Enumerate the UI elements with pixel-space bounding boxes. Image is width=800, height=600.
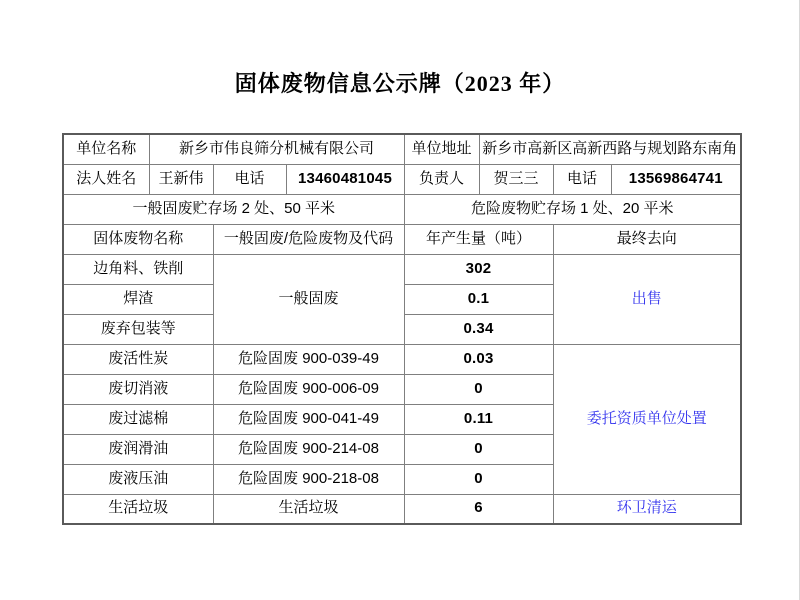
page-title: 固体废物信息公示牌（2023 年）: [234, 71, 566, 96]
waste-amount-cell: 0: [404, 434, 553, 464]
table-header-row: [63, 224, 741, 254]
waste-name-cell: 废过滤棉: [63, 404, 213, 434]
unit-address-value: 新乡市高新区高新西路与规划路东南角: [479, 134, 741, 164]
waste-category-cell: 一般固废: [213, 254, 404, 344]
waste-amount-cell: 0.11: [404, 404, 553, 434]
waste-amount-cell: 0.34: [404, 314, 553, 344]
waste-name-cell: 焊渣: [63, 284, 213, 314]
waste-name-cell: 废切消液: [63, 374, 213, 404]
waste-name-cell: 废弃包装等: [63, 314, 213, 344]
waste-amount-cell: 302: [404, 254, 553, 284]
header-waste-name: 固体废物名称: [63, 224, 213, 254]
waste-name-cell: 边角料、铁削: [63, 254, 213, 284]
table-row: [63, 194, 741, 224]
waste-amount-cell: 0: [404, 464, 553, 494]
phone-label-2: 电话: [553, 164, 611, 194]
header-destination: 最终去向: [553, 224, 741, 254]
unit-name-value: 新乡市伟良筛分机械有限公司: [149, 134, 404, 164]
legal-person-value: 王新伟: [149, 164, 213, 194]
table-row: [63, 164, 741, 194]
waste-name-cell: 废活性炭: [63, 344, 213, 374]
waste-name-cell: 废液压油: [63, 464, 213, 494]
waste-amount-cell: 0: [404, 374, 553, 404]
manager-label: 负责人: [404, 164, 479, 194]
waste-destination-cell: 出售: [553, 254, 741, 344]
phone-value-1: 13460481045: [286, 164, 404, 194]
waste-destination-cell: 委托资质单位处置: [553, 344, 741, 494]
waste-category-cell: 危险固废 900-039-49: [213, 344, 404, 374]
header-annual-amount: 年产生量（吨）: [404, 224, 553, 254]
phone-value-2: 13569864741: [611, 164, 741, 194]
waste-destination-cell: 环卫清运: [553, 494, 741, 524]
table-row: [63, 344, 741, 374]
unit-name-label: 单位名称: [63, 134, 149, 164]
waste-category-cell: 危险固废 900-041-49: [213, 404, 404, 434]
waste-amount-cell: 6: [404, 494, 553, 524]
table-row: [63, 134, 741, 164]
waste-name-cell: 废润滑油: [63, 434, 213, 464]
waste-category-cell: 危险固废 900-006-09: [213, 374, 404, 404]
table-row: [63, 254, 741, 284]
waste-amount-cell: 0.03: [404, 344, 553, 374]
phone-label-1: 电话: [213, 164, 286, 194]
general-storage-text: 一般固废贮存场 2 处、50 平米: [63, 194, 404, 224]
legal-person-label: 法人姓名: [63, 164, 149, 194]
waste-name-cell: 生活垃圾: [63, 494, 213, 524]
waste-info-table: [62, 133, 742, 525]
waste-category-cell: 危险固废 900-214-08: [213, 434, 404, 464]
manager-value: 贺三三: [479, 164, 553, 194]
hazard-storage-text: 危险废物贮存场 1 处、20 平米: [404, 194, 741, 224]
waste-category-cell: 危险固废 900-218-08: [213, 464, 404, 494]
waste-amount-cell: 0.1: [404, 284, 553, 314]
header-category-code: 一般固废/危险废物及代码: [213, 224, 404, 254]
unit-address-label: 单位地址: [404, 134, 479, 164]
table-row: [63, 494, 741, 524]
waste-category-cell: 生活垃圾: [213, 494, 404, 524]
